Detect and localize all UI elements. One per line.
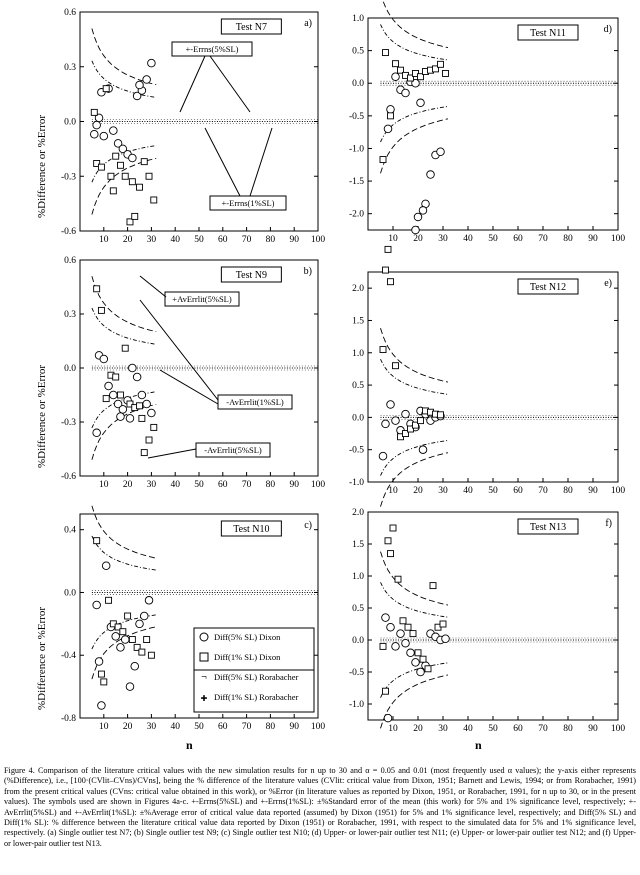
curve-1sl-upper <box>92 536 156 570</box>
x-tick-label: 20 <box>413 486 423 496</box>
y-tick-label: 0.5 <box>352 604 364 614</box>
diff1-point <box>383 267 389 273</box>
diff1-point <box>106 597 112 603</box>
y-tick-label: 1.5 <box>352 316 364 327</box>
diff5-point <box>110 127 118 135</box>
diff5-point <box>95 658 103 666</box>
diff5-point <box>427 171 435 179</box>
annotation-label: +-Errns(1%SL) <box>221 198 275 208</box>
diff5-point <box>143 400 151 408</box>
diff1-point <box>98 307 104 313</box>
diff1-point <box>139 415 145 421</box>
diff1-point <box>98 164 104 170</box>
diff5-point <box>382 420 390 428</box>
annotation-arrow <box>210 56 250 112</box>
annotation-arrow <box>180 56 205 112</box>
diff1-point <box>122 173 128 179</box>
x-tick-label: 30 <box>438 234 448 244</box>
diff5-point <box>143 76 151 84</box>
diff1-point <box>137 403 143 409</box>
diff5-point <box>117 413 125 421</box>
panel-e <box>349 246 625 506</box>
y-tick-label: 0.5 <box>352 381 364 392</box>
diff1-point <box>410 631 416 637</box>
x-tick-label: 80 <box>265 480 276 490</box>
diff5-point <box>126 683 134 691</box>
annotation-arrow <box>205 128 240 196</box>
y-tick-label: -0.3 <box>60 418 76 428</box>
y-tick-label: 1.0 <box>352 348 364 359</box>
diff1-point <box>103 86 109 92</box>
x-tick-label: 50 <box>488 234 498 244</box>
diff5-point <box>419 446 427 454</box>
curve-5sl-upper <box>381 0 449 48</box>
diff1-point <box>139 649 145 655</box>
diff1-point <box>151 424 157 430</box>
x-tick-label: 20 <box>122 722 133 732</box>
curve-1sl-upper <box>381 359 449 394</box>
test-label: Test N13 <box>529 522 567 533</box>
figure-caption: Figure 4. Comparison of the literature critical values with the new simulation results for n up to 30 and α = 0.05 and 0.01 (most frequently used α values); the y-axis either represents (%Difference), i.e., [100·(CVlit–CVns)/CVns], being the % difference of the literature values (CVlit: critical value from Dixon, 1951; Barnett and Lewis, 1994; or from Rorabacher, 1991) from the present critical values (CVns: critical value obtained in this work), or %Error (in literature values as reported by Dixon, 1951, or Rorabacher, 1991, for n up to 30, or in the present values). The symbols used are shown in Figures 4a-c. +-Errns(5%SL) and +-Errns(1%SL): ±%Standard error of the mean (this work) for 5% and 1% significance level, respectively; +-AvErrlit(5%SL) and +-AvErrlit(1%SL): ±%Average error of critical value data reported (assumed) by Dixon (1951) for 5% and 1% significance level, respectively; and Diff(5% SL) and Diff(1% SL): % difference between the literature critical value data reported by Dixon (1951) or Rorabacher, 1991, with respect to the simulated data for 5% and 1% significance level, respectively. (a) Single outlier test N7; (b) Single outlier test N9; (c) Single outlier test N10; (d) Upper- or lower-pair outlier test N11; (e) Upper- or lower-pair outlier test N12; and (f) Upper- or lower-pair outlier test N13. <box>4 766 636 848</box>
x-tick-label: 100 <box>610 486 626 496</box>
panel-letter: c) <box>304 520 312 531</box>
diff1-point <box>383 50 389 56</box>
x-tick-label: 90 <box>289 480 299 490</box>
diff5-point <box>148 409 156 417</box>
diff5-point <box>412 226 420 234</box>
diff5-point <box>402 410 410 418</box>
x-tick-label: 20 <box>122 480 133 490</box>
diff1-point <box>122 345 128 351</box>
x-tick-label: 60 <box>218 480 228 490</box>
diff1-point <box>388 279 394 285</box>
diff1-point <box>141 159 147 165</box>
x-tick-label: 10 <box>388 234 398 244</box>
x-axis-label-right: n <box>475 738 482 752</box>
x-tick-label: 100 <box>610 724 626 734</box>
diff5-point <box>392 73 400 81</box>
legend-label: Diff(5% SL) Dixon <box>214 632 281 642</box>
diff5-point <box>136 81 144 89</box>
y-tick-label: 0.0 <box>352 413 364 424</box>
diff1-point <box>113 374 119 380</box>
diff5-point <box>93 601 101 609</box>
y-tick-label: 0.0 <box>64 117 76 128</box>
x-tick-label: 100 <box>610 234 626 244</box>
annotation-label: -AvErrlit(1%SL) <box>226 397 284 407</box>
diff5-point <box>100 132 108 140</box>
panel-c <box>61 506 325 732</box>
x-tick-label: 80 <box>265 235 276 245</box>
legend-label: Diff(1% SL) Dixon <box>214 652 281 662</box>
y-axis-label-middle: %Difference or %Error <box>36 364 48 468</box>
x-tick-label: 70 <box>538 234 548 244</box>
x-tick-label: 30 <box>438 724 448 734</box>
diff5-point <box>136 620 144 628</box>
panel-letter: a) <box>304 18 312 29</box>
diff1-point <box>380 347 386 353</box>
y-tick-label: 0.0 <box>64 588 76 599</box>
diff1-point <box>425 666 431 672</box>
diff1-point <box>98 671 104 677</box>
diff1-point <box>415 650 421 656</box>
x-tick-label: 60 <box>513 486 523 496</box>
x-tick-label: 10 <box>388 486 398 496</box>
x-tick-label: 40 <box>463 486 473 496</box>
x-tick-label: 40 <box>170 480 180 490</box>
panel-letter: b) <box>303 266 312 277</box>
annotation-arrow <box>140 276 166 297</box>
diff5-point <box>117 644 125 652</box>
y-tick-label: 1.0 <box>352 14 364 24</box>
diff1-point <box>137 184 143 190</box>
y-tick-label: -2.0 <box>348 209 364 220</box>
y-axis-label-top: %Difference or %Error <box>36 114 48 218</box>
diff1-point <box>380 157 386 163</box>
y-tick-label: -1.0 <box>348 144 364 155</box>
legend-symbol <box>200 653 208 661</box>
diff5-point <box>392 417 400 425</box>
diff5-point <box>98 702 106 710</box>
diff1-point <box>144 637 150 643</box>
panel-letter: d) <box>603 24 612 35</box>
test-label: Test N7 <box>235 22 267 33</box>
annotation-arrow <box>148 449 196 458</box>
diff5-point <box>138 391 146 399</box>
x-tick-label: 60 <box>218 722 228 732</box>
diff5-point <box>105 382 113 390</box>
diff1-point <box>383 688 389 694</box>
x-tick-label: 90 <box>588 486 598 496</box>
annotation-arrow <box>160 370 218 404</box>
diff5-point <box>382 614 390 622</box>
diff5-point <box>407 649 415 657</box>
x-tick-label: 70 <box>538 724 548 734</box>
x-tick-label: 40 <box>170 722 180 732</box>
diff5-point <box>100 355 108 363</box>
x-tick-label: 90 <box>588 724 598 734</box>
y-tick-label: 1.0 <box>352 572 364 582</box>
y-tick-label: 0.0 <box>64 364 76 374</box>
x-tick-label: 10 <box>99 722 109 732</box>
diff5-point <box>129 364 137 372</box>
diff5-point <box>102 562 110 570</box>
y-tick-label: -0.3 <box>60 172 76 183</box>
x-tick-label: 100 <box>310 480 326 490</box>
diff5-point <box>121 636 129 644</box>
diff1-point <box>132 213 138 219</box>
panel-d <box>349 0 625 244</box>
y-tick-label: 2.0 <box>352 508 364 518</box>
diff1-point <box>103 396 109 402</box>
y-tick-label: -0.5 <box>348 445 364 456</box>
diff5-point <box>442 635 450 643</box>
diff5-point <box>379 452 387 460</box>
annotation-label: +-Errns(5%SL) <box>185 44 239 54</box>
diff5-point <box>414 213 422 221</box>
curve-1sl-lower <box>381 663 449 698</box>
x-tick-label: 10 <box>388 724 398 734</box>
diff1-point <box>108 173 114 179</box>
diff5-point <box>90 130 98 138</box>
curve-1sl-lower <box>381 440 449 475</box>
x-tick-label: 20 <box>413 234 423 244</box>
diff1-point <box>388 551 394 557</box>
diff5-point <box>126 415 134 423</box>
y-tick-label: -0.6 <box>60 227 76 237</box>
diff5-point <box>387 106 395 114</box>
curve-1sl-upper <box>381 24 449 60</box>
y-tick-label: -0.5 <box>348 668 364 678</box>
y-tick-label: 2.0 <box>352 284 364 295</box>
y-tick-label: -1.5 <box>348 177 364 188</box>
x-tick-label: 10 <box>99 235 109 245</box>
x-tick-label: 40 <box>463 724 473 734</box>
legend-label: Diff(1% SL) Rorabacher <box>214 692 299 702</box>
x-tick-label: 90 <box>289 722 299 732</box>
diff1-point <box>101 679 107 685</box>
diff5-point <box>129 154 137 162</box>
x-tick-label: 20 <box>122 235 133 245</box>
diff5-point <box>412 659 420 667</box>
y-tick-label: -0.5 <box>348 111 364 122</box>
y-tick-label: 0.0 <box>352 79 364 90</box>
diff5-point <box>417 668 425 676</box>
diff1-point <box>400 618 406 624</box>
y-tick-label: 0.4 <box>64 525 76 536</box>
diff1-point <box>405 624 411 630</box>
x-tick-label: 100 <box>310 235 326 245</box>
diff1-point <box>438 61 444 67</box>
x-tick-label: 30 <box>146 235 157 245</box>
diff1-point <box>418 418 424 424</box>
x-tick-label: 90 <box>289 235 299 245</box>
panel-f <box>349 508 625 734</box>
diff5-point <box>392 643 400 651</box>
y-axis-label-bottom: %Difference or %Error <box>36 606 48 710</box>
y-tick-label: 0.3 <box>64 310 76 320</box>
y-tick-label: 1.5 <box>352 540 364 550</box>
x-tick-label: 70 <box>538 486 548 496</box>
x-tick-label: 40 <box>463 234 473 244</box>
diff1-point <box>385 246 391 252</box>
diff1-point <box>141 450 147 456</box>
y-tick-label: 0.3 <box>64 62 76 73</box>
diff5-point <box>402 89 410 97</box>
diff5-point <box>387 401 395 409</box>
x-tick-label: 20 <box>413 724 423 734</box>
diff1-point <box>443 70 449 76</box>
test-label: Test N10 <box>233 524 270 535</box>
diff1-point <box>91 109 97 115</box>
diff5-point <box>93 429 101 437</box>
diff5-point <box>397 630 405 638</box>
annotation-arrow <box>140 300 218 400</box>
diff5-point <box>437 148 445 156</box>
diff1-point <box>148 652 154 658</box>
diff1-point <box>420 656 426 662</box>
x-tick-label: 50 <box>488 724 498 734</box>
y-tick-label: -0.4 <box>60 651 76 662</box>
y-tick-label: -1.0 <box>348 478 364 488</box>
legend-symbol <box>200 633 208 641</box>
diff1-point <box>94 538 100 544</box>
x-tick-label: 60 <box>513 724 523 734</box>
plot-frame <box>368 18 618 230</box>
y-tick-label: -0.6 <box>60 472 76 482</box>
panel-b <box>61 256 325 490</box>
x-tick-label: 30 <box>146 480 157 490</box>
diff1-point <box>129 179 135 185</box>
test-label: Test N12 <box>529 282 567 293</box>
x-tick-label: 60 <box>513 234 523 244</box>
x-tick-label: 60 <box>218 235 228 245</box>
diff1-point <box>390 525 396 531</box>
x-tick-label: 50 <box>488 486 498 496</box>
curve-1sl-upper <box>381 582 449 617</box>
diff1-point <box>117 162 123 168</box>
y-tick-label: 0.6 <box>64 256 76 266</box>
diff5-point <box>417 99 425 107</box>
x-tick-label: 70 <box>241 722 252 732</box>
diff1-point <box>110 188 116 194</box>
x-tick-label: 50 <box>194 235 204 245</box>
x-tick-label: 100 <box>310 722 326 732</box>
diff5-point <box>419 207 427 215</box>
diff1-point <box>395 576 401 582</box>
x-tick-label: 70 <box>241 235 252 245</box>
x-tick-label: 50 <box>194 722 204 732</box>
diff1-point <box>440 621 446 627</box>
legend-label: Diff(5% SL) Rorabacher <box>214 672 299 682</box>
diff1-point <box>113 153 119 159</box>
panel-a <box>61 8 325 245</box>
diff1-point <box>94 286 100 292</box>
annotation-label: +AvErrlit(5%SL) <box>172 294 232 304</box>
y-tick-label: 0.0 <box>352 636 364 646</box>
diff1-point <box>117 392 123 398</box>
diff1-point <box>146 437 152 443</box>
diff5-point <box>402 639 410 647</box>
diff5-point <box>148 59 156 67</box>
diff1-point <box>393 61 399 67</box>
x-tick-label: 50 <box>194 480 204 490</box>
annotation-label: -AvErrlit(5%SL) <box>204 445 262 455</box>
diff5-point <box>112 633 120 641</box>
diff5-point <box>145 597 153 605</box>
plot-frame <box>368 512 618 720</box>
diff5-point <box>133 373 141 381</box>
annotation-arrow <box>250 128 272 196</box>
y-tick-label: -1.0 <box>348 700 364 710</box>
x-axis-label-left: n <box>186 738 193 752</box>
diff5-point <box>119 406 127 414</box>
plot-frame <box>368 272 618 482</box>
diff5-point <box>140 612 148 620</box>
diff1-point <box>151 197 157 203</box>
diff1-point <box>385 538 391 544</box>
diff1-point <box>430 583 436 589</box>
diff1-point <box>125 613 131 619</box>
y-tick-label: 0.5 <box>352 46 364 57</box>
panel-letter: e) <box>604 278 612 289</box>
diff1-point <box>380 643 386 649</box>
diff5-point <box>384 714 392 722</box>
x-tick-label: 80 <box>563 234 573 244</box>
diff5-point <box>110 391 118 399</box>
legend-symbol: ¬ <box>201 672 207 683</box>
diff1-point <box>388 113 394 119</box>
legend-symbol: ✚ <box>200 694 208 703</box>
diff1-point <box>146 173 152 179</box>
panel-letter: f) <box>605 518 612 529</box>
diff5-point <box>93 121 101 129</box>
diff1-point <box>129 637 135 643</box>
diff1-point <box>393 363 399 369</box>
diff1-point <box>120 629 126 635</box>
diff1-point <box>438 412 444 418</box>
test-label: Test N9 <box>235 270 267 281</box>
x-tick-label: 40 <box>170 235 180 245</box>
diff5-point <box>384 125 392 133</box>
x-tick-label: 80 <box>563 486 573 496</box>
test-label: Test N11 <box>530 28 566 39</box>
x-tick-label: 90 <box>588 234 598 244</box>
y-tick-label: -0.8 <box>60 714 76 724</box>
x-tick-label: 70 <box>241 480 252 490</box>
x-tick-label: 30 <box>146 722 157 732</box>
x-tick-label: 30 <box>438 486 448 496</box>
x-tick-label: 10 <box>99 480 109 490</box>
y-tick-label: 0.6 <box>64 8 76 18</box>
diff5-point <box>131 662 139 670</box>
x-tick-label: 80 <box>563 724 573 734</box>
diff5-point <box>387 623 395 631</box>
x-tick-label: 80 <box>265 722 276 732</box>
